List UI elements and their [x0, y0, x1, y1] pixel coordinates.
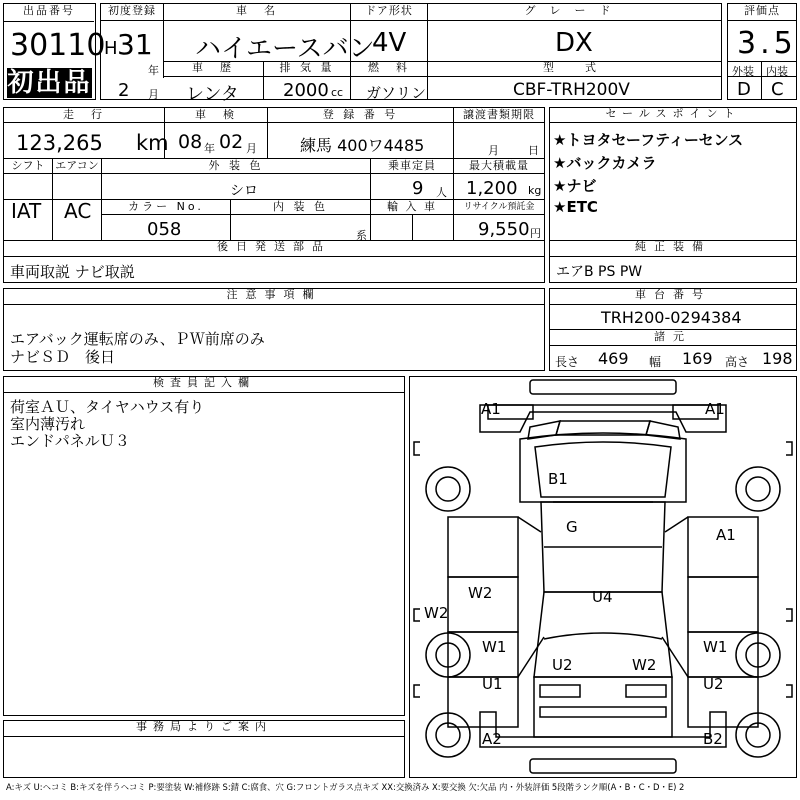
ac: AC [64, 199, 92, 223]
lot-label: 出品番号 [4, 4, 94, 22]
plate: 練馬 400ワ4485 [300, 136, 425, 155]
mark-bonnet: B1 [548, 470, 568, 488]
score-split [761, 61, 762, 100]
first-reg-label: 初度登録 [100, 3, 164, 21]
capacity-unit: 人 [436, 186, 447, 199]
lot-box [3, 3, 106, 100]
fuel-divider [350, 61, 428, 100]
car-name-label: 車 名 [163, 3, 351, 21]
width-label: 幅 [649, 355, 662, 369]
mark-rear-left-small: U2 [552, 656, 573, 674]
notes-line-1: エアバック運転席のみ、ＰＷ前席のみ [10, 330, 265, 348]
options-label: 後日発送部品 [3, 240, 545, 257]
chassis-label: 車台番号 [549, 288, 797, 305]
door: 4V [372, 28, 407, 58]
width: 169 [682, 349, 713, 368]
mark-left-rear: W1 [482, 638, 507, 656]
month: 2 [118, 80, 130, 101]
inspector-line-3: エンドパネルＵ３ [10, 432, 130, 450]
int-label: 内装 [766, 65, 788, 78]
displacement-unit: cc [331, 86, 344, 99]
history-label: 車 歴 [192, 61, 234, 74]
mark-right-rear: W1 [703, 638, 728, 656]
model: CBF-TRH200V [513, 80, 630, 100]
mileage-label: 走 行 [3, 107, 165, 123]
mileage-unit: km [136, 131, 169, 155]
sales-item-3: ★ナビ [553, 177, 597, 195]
ac-label: エアコン [52, 158, 102, 174]
year-unit: 年 [148, 64, 159, 77]
inspection-year: 08 [178, 131, 203, 153]
inspection-label: 車 検 [164, 107, 268, 123]
fuel: ガソリン [366, 84, 427, 102]
height: 198 [762, 349, 793, 368]
history: レンタ [186, 84, 239, 105]
sales-item-1: ★トヨタセーフティーセンス [553, 131, 744, 149]
chassis-value: TRH200-0294384 [601, 308, 742, 327]
mark-rear-right-small: W2 [632, 656, 657, 674]
import-split [412, 214, 413, 240]
fuel-label: 燃 料 [368, 61, 410, 74]
transfer-day-unit: 日 [528, 144, 539, 157]
mark-bottom-left: A2 [482, 730, 502, 748]
car-name: ハイエースバン [195, 34, 375, 64]
score: 3.5 [737, 26, 797, 61]
max-load-unit: kg [528, 184, 542, 197]
row1-lines [163, 20, 428, 62]
plate-label: 登 録 番 号 [267, 107, 454, 123]
displacement: 2000 [283, 80, 329, 101]
options-value: 車両取説 ナビ取説 [10, 263, 135, 281]
sales-label: セールスポイント [549, 107, 797, 123]
int-grade: C [771, 79, 784, 100]
grade: DX [555, 28, 593, 58]
row1-line2 [350, 20, 351, 62]
recycle-label: リサイクル預託金 [463, 202, 535, 212]
inspector-line-1: 荷室ＡＵ、タイヤハウス有り [10, 398, 205, 416]
year: 31 [117, 28, 153, 61]
height-label: 高さ [725, 355, 750, 369]
office-label: 事務局よりご案内 [3, 720, 405, 737]
displacement-label: 排 気 量 [279, 61, 335, 74]
notes-label: 注意事項欄 [3, 288, 545, 305]
max-load: 1,200 [466, 178, 518, 199]
mark-side-rear: W2 [468, 584, 493, 602]
mark-right-front: A1 [716, 526, 736, 544]
lot-number: 30110 [10, 28, 106, 63]
transfer-month-unit: 月 [488, 144, 499, 157]
equipment-label: 純正装備 [549, 240, 797, 257]
car-diagram [410, 377, 796, 777]
notes-line-2: ナビＳＤ 後日 [10, 348, 116, 366]
inspection-month-unit: 月 [246, 142, 257, 155]
exterior-color: シロ [230, 183, 258, 199]
spec-v1 [164, 107, 268, 159]
first-listing-badge: 初出品 [7, 68, 92, 98]
spec-row1-frame [3, 122, 545, 159]
length: 469 [598, 349, 629, 368]
exterior-color-label: 外 装 色 [101, 158, 371, 174]
sales-item-2: ★バックカメラ [553, 154, 657, 172]
color-no-label: カラー No. [128, 200, 204, 213]
mark-lower-right: U2 [703, 675, 724, 693]
score-label: 評価点 [727, 3, 797, 21]
capacity-label: 乗車定員 [370, 158, 454, 174]
mark-top-left: A1 [481, 400, 501, 418]
first-reg-divider [100, 20, 164, 78]
capacity: 9 [412, 178, 424, 199]
mark-lower-left: U1 [482, 675, 503, 693]
shift: IAT [11, 199, 42, 223]
mileage: 123,265 [16, 131, 103, 155]
ext-grade: D [737, 79, 751, 100]
score-sub [727, 76, 797, 77]
era: H [104, 38, 118, 59]
spec-v2 [453, 107, 454, 159]
interior-color-label: 内 装 色 [273, 200, 328, 213]
recycle: 9,550 [478, 219, 530, 240]
grade-label: グレード [427, 3, 722, 21]
spec-row2-v [52, 158, 102, 240]
ext-label: 外装 [732, 65, 754, 78]
model-label: 型 式 [543, 61, 606, 74]
mark-roof: G [566, 518, 578, 536]
inspector-label: 検査員記入欄 [3, 376, 405, 393]
mark-bottom-right: B2 [703, 730, 723, 748]
color-no: 058 [147, 219, 182, 240]
import-label: 輸 入 車 [387, 200, 437, 213]
equipment-value: エアB PS PW [556, 264, 643, 280]
mark-left-mid: W2 [424, 604, 449, 622]
shift-label: シフト [3, 158, 53, 174]
interior-color-unit: 系 [356, 229, 367, 242]
recycle-unit: 円 [530, 227, 541, 240]
transfer-label: 譲渡書類期限 [453, 107, 545, 123]
inspection-year-unit: 年 [204, 142, 215, 155]
month-unit: 月 [148, 88, 159, 101]
color-divider [230, 200, 231, 240]
dims-label: 諸元 [549, 329, 797, 346]
door-label: ドア形状 [350, 3, 428, 21]
inspector-line-2: 室内薄汚れ [10, 415, 86, 433]
sales-item-4: ★ETC [553, 198, 598, 216]
inspection-month: 02 [219, 131, 244, 153]
max-load-label: 最大積載量 [453, 158, 545, 174]
mark-cargo: U4 [592, 588, 613, 606]
legend-text: A:キズ U:ヘコミ B:キズを伴うヘコミ P:要塗装 W:補修跡 S:錆 C:腐食、穴 G:フロントガラス点キズ XX:交換済み X:要交換 欠:欠品 内・外装評価 5段階ランク順(A・B・C・D・E) 2 [6, 782, 685, 792]
mark-top-right: A1 [705, 400, 725, 418]
length-label: 長さ [555, 355, 580, 369]
